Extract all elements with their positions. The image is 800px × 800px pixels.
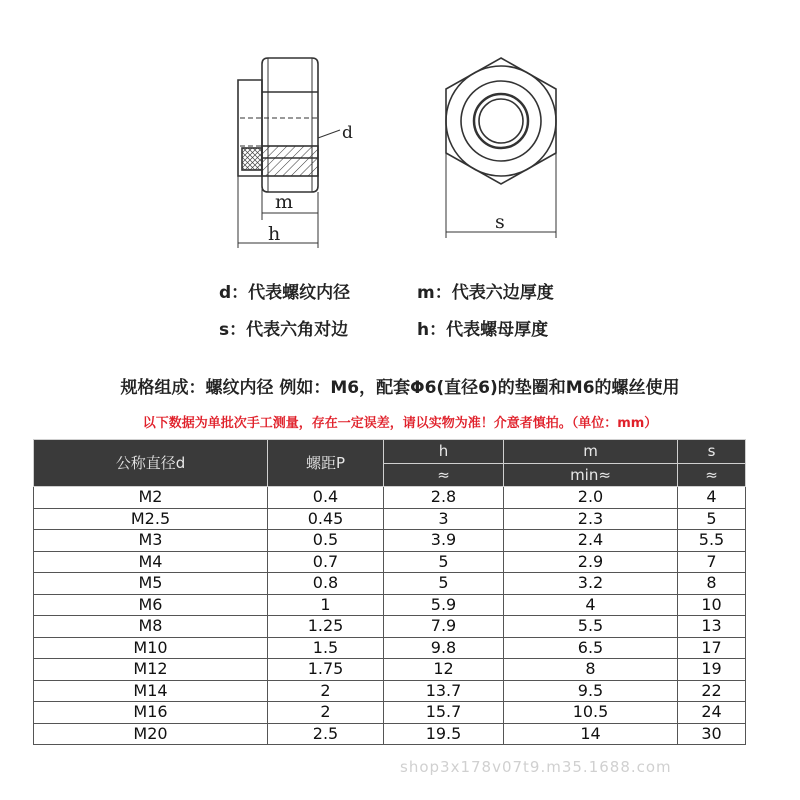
cell-diameter: M5	[34, 573, 268, 595]
cell-pitch: 0.5	[268, 530, 384, 552]
cell-diameter: M16	[34, 702, 268, 724]
table-row	[34, 594, 746, 616]
legend-d: d：代表螺纹内径	[219, 283, 351, 303]
cell-m: 8	[504, 659, 678, 681]
cell-m: 2.0	[504, 487, 678, 509]
watermark: shop3x178v07t9.m35.1688.com	[400, 758, 672, 776]
cell-h: 2.8	[384, 487, 504, 509]
cell-diameter: M12	[34, 659, 268, 681]
cell-h: 15.7	[384, 702, 504, 724]
cell-m: 2.9	[504, 551, 678, 573]
cell-pitch: 0.7	[268, 551, 384, 573]
table-row	[34, 573, 746, 595]
cell-s: 22	[678, 680, 746, 702]
cell-h: 9.8	[384, 637, 504, 659]
table-row	[34, 487, 746, 509]
cell-h: 3.9	[384, 530, 504, 552]
table-row	[34, 637, 746, 659]
table-row	[34, 616, 746, 638]
header-h: h	[384, 440, 504, 464]
cell-pitch: 2	[268, 680, 384, 702]
cell-pitch: 0.4	[268, 487, 384, 509]
cell-diameter: M4	[34, 551, 268, 573]
cell-m: 9.5	[504, 680, 678, 702]
cell-s: 10	[678, 594, 746, 616]
cell-m: 4	[504, 594, 678, 616]
header-h-sub: ≈	[384, 463, 504, 487]
cell-h: 12	[384, 659, 504, 681]
cell-s: 4	[678, 487, 746, 509]
cell-s: 13	[678, 616, 746, 638]
cell-m: 3.2	[504, 573, 678, 595]
cell-s: 30	[678, 723, 746, 745]
cell-m: 2.4	[504, 530, 678, 552]
spec-composition: 规格组成：螺纹内径 例如：M6，配套Φ6(直径6)的垫圈和M6的螺丝使用	[120, 378, 680, 398]
cell-s: 5.5	[678, 530, 746, 552]
cell-pitch: 1	[268, 594, 384, 616]
cell-diameter: M10	[34, 637, 268, 659]
table-row	[34, 723, 746, 745]
label-m: m	[275, 191, 294, 213]
cell-h: 5	[384, 573, 504, 595]
cell-m: 6.5	[504, 637, 678, 659]
cell-pitch: 0.8	[268, 573, 384, 595]
cell-diameter: M20	[34, 723, 268, 745]
cell-s: 5	[678, 508, 746, 530]
measurement-warning: 以下数据为单批次手工测量，存在一定误差，请以实物为准！介意者慎拍。（单位：mm）	[142, 416, 658, 431]
header-diameter: 公称直径d	[34, 440, 268, 487]
cell-pitch: 1.75	[268, 659, 384, 681]
cell-h: 19.5	[384, 723, 504, 745]
table-row	[34, 680, 746, 702]
header-s: s	[678, 440, 746, 464]
cell-m: 2.3	[504, 508, 678, 530]
cell-s: 24	[678, 702, 746, 724]
cell-pitch: 1.25	[268, 616, 384, 638]
cell-diameter: M2	[34, 487, 268, 509]
cell-s: 7	[678, 551, 746, 573]
table-row	[34, 659, 746, 681]
table-header-row	[34, 440, 746, 464]
cell-s: 17	[678, 637, 746, 659]
spec-table	[33, 439, 746, 745]
legend-s: s：代表六角对边	[219, 320, 349, 340]
cell-diameter: M6	[34, 594, 268, 616]
cell-diameter: M2.5	[34, 508, 268, 530]
header-s-sub: ≈	[678, 463, 746, 487]
legend-m: m：代表六边厚度	[417, 283, 554, 303]
side-view	[238, 58, 340, 248]
cell-pitch: 1.5	[268, 637, 384, 659]
label-s: s	[495, 211, 505, 233]
cell-h: 13.7	[384, 680, 504, 702]
spec-table-body	[34, 487, 746, 745]
legend-h: h：代表螺母厚度	[417, 320, 549, 340]
table-row	[34, 702, 746, 724]
header-m-sub: min≈	[504, 463, 678, 487]
header-m: m	[504, 440, 678, 464]
cell-h: 5	[384, 551, 504, 573]
cell-pitch: 2.5	[268, 723, 384, 745]
nut-diagram	[0, 0, 800, 260]
label-h: h	[268, 223, 281, 245]
label-d: d	[342, 123, 353, 143]
cell-pitch: 2	[268, 702, 384, 724]
table-row	[34, 508, 746, 530]
cell-s: 8	[678, 573, 746, 595]
cell-diameter: M8	[34, 616, 268, 638]
cell-pitch: 0.45	[268, 508, 384, 530]
cell-h: 7.9	[384, 616, 504, 638]
cell-m: 5.5	[504, 616, 678, 638]
cell-h: 3	[384, 508, 504, 530]
table-row	[34, 530, 746, 552]
cell-h: 5.9	[384, 594, 504, 616]
table-row	[34, 551, 746, 573]
cell-s: 19	[678, 659, 746, 681]
cell-m: 10.5	[504, 702, 678, 724]
cell-diameter: M14	[34, 680, 268, 702]
header-pitch: 螺距P	[268, 440, 384, 487]
cell-diameter: M3	[34, 530, 268, 552]
cell-m: 14	[504, 723, 678, 745]
